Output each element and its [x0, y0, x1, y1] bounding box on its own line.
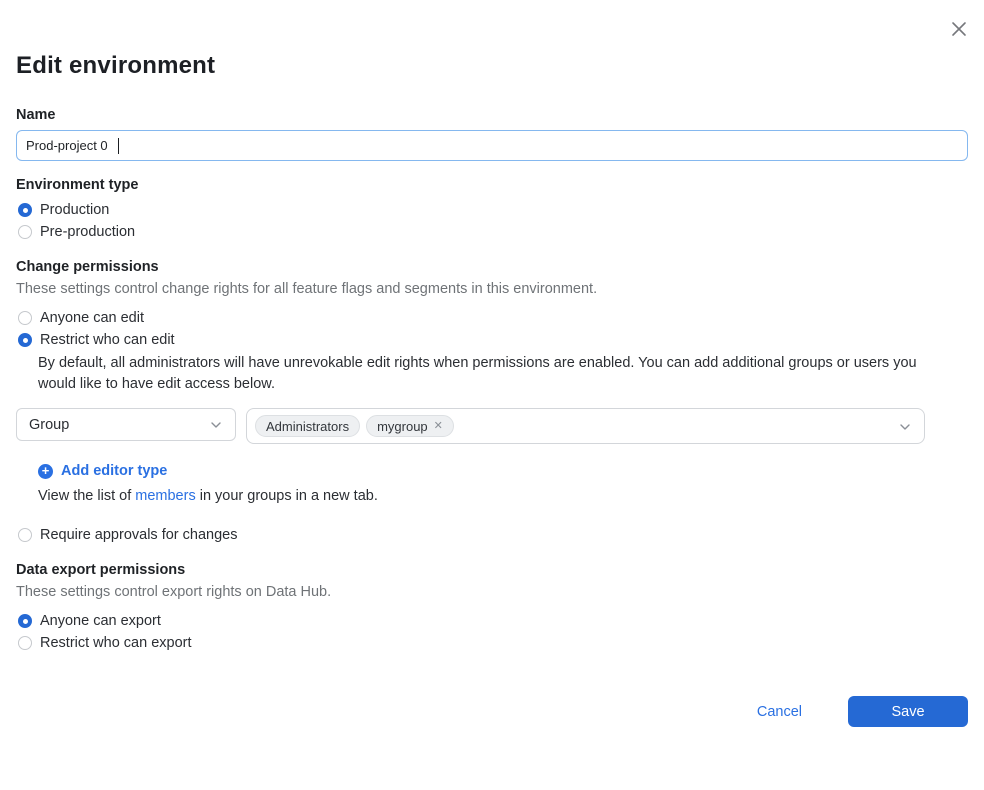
radio-icon[interactable] — [18, 614, 32, 628]
chevron-down-icon — [898, 420, 912, 434]
chip-label: Administrators — [266, 418, 350, 434]
cancel-button[interactable]: Cancel — [756, 703, 802, 720]
close-icon — [949, 19, 969, 39]
editor-type-select[interactable] — [16, 408, 236, 441]
save-button[interactable]: Save — [848, 696, 968, 727]
radio-icon[interactable] — [18, 311, 32, 325]
name-input-wrap — [16, 130, 968, 161]
editor-selects-row — [16, 408, 968, 444]
data-export-permissions-label: Data export permissions — [16, 562, 186, 578]
radio-label: Anyone can export — [40, 613, 161, 629]
add-editor-type-label: Add editor type — [61, 463, 168, 479]
text-caret — [118, 138, 119, 154]
radio-anyone-can-export[interactable] — [16, 610, 968, 632]
radio-pre-production[interactable] — [16, 221, 968, 243]
radio-label: Restrict who can export — [40, 635, 192, 651]
members-note-suffix: in your groups in a new tab. — [195, 488, 378, 504]
change-permissions-description: These settings control change rights for all feature flags and segments in this environment. — [16, 281, 598, 297]
modal-footer — [16, 696, 968, 727]
radio-label: Restrict who can edit — [40, 332, 175, 348]
radio-label: Production — [40, 202, 110, 218]
name-label: Name — [16, 107, 56, 123]
restrict-edit-note: By default, all administrators will have unrevokable edit rights when permissions are enabled. You can add additional groups or users you would like to have edit access below. — [38, 355, 917, 392]
members-note-prefix: View the list of — [38, 488, 136, 504]
radio-restrict-who-can-edit[interactable] — [16, 329, 968, 351]
radio-icon[interactable] — [18, 225, 32, 239]
data-export-group — [16, 610, 968, 654]
radio-label: Pre-production — [40, 224, 136, 240]
change-permissions-group — [16, 307, 968, 351]
members-multiselect[interactable] — [246, 408, 925, 444]
radio-require-approvals[interactable] — [16, 524, 968, 546]
environment-type-group — [16, 199, 968, 243]
radio-icon[interactable] — [18, 528, 32, 542]
radio-icon[interactable] — [18, 636, 32, 650]
chip-remove-icon[interactable]: ✕ — [433, 419, 443, 432]
radio-icon[interactable] — [18, 203, 32, 217]
chip-label: mygroup — [377, 418, 428, 434]
change-permissions-label: Change permissions — [16, 259, 159, 275]
radio-restrict-who-can-export[interactable] — [16, 632, 968, 654]
add-editor-type-button[interactable] — [38, 463, 968, 479]
plus-icon: + — [38, 464, 53, 479]
members-note — [38, 488, 968, 504]
page-title: Edit environment — [16, 52, 216, 79]
environment-type-label: Environment type — [16, 177, 139, 193]
name-input[interactable] — [16, 130, 968, 161]
chip-mygroup[interactable] — [366, 415, 454, 437]
chevron-down-icon — [209, 418, 223, 432]
chip-administrators[interactable] — [255, 415, 360, 437]
close-button[interactable] — [946, 16, 972, 42]
radio-anyone-can-edit[interactable] — [16, 307, 968, 329]
radio-label: Require approvals for changes — [40, 527, 238, 543]
radio-icon[interactable] — [18, 333, 32, 347]
members-link[interactable]: members — [135, 488, 196, 504]
radio-production[interactable] — [16, 199, 968, 221]
radio-label: Anyone can edit — [40, 310, 144, 326]
editor-type-select-value: Group — [29, 416, 70, 433]
data-export-description: These settings control export rights on Data Hub. — [16, 584, 332, 600]
